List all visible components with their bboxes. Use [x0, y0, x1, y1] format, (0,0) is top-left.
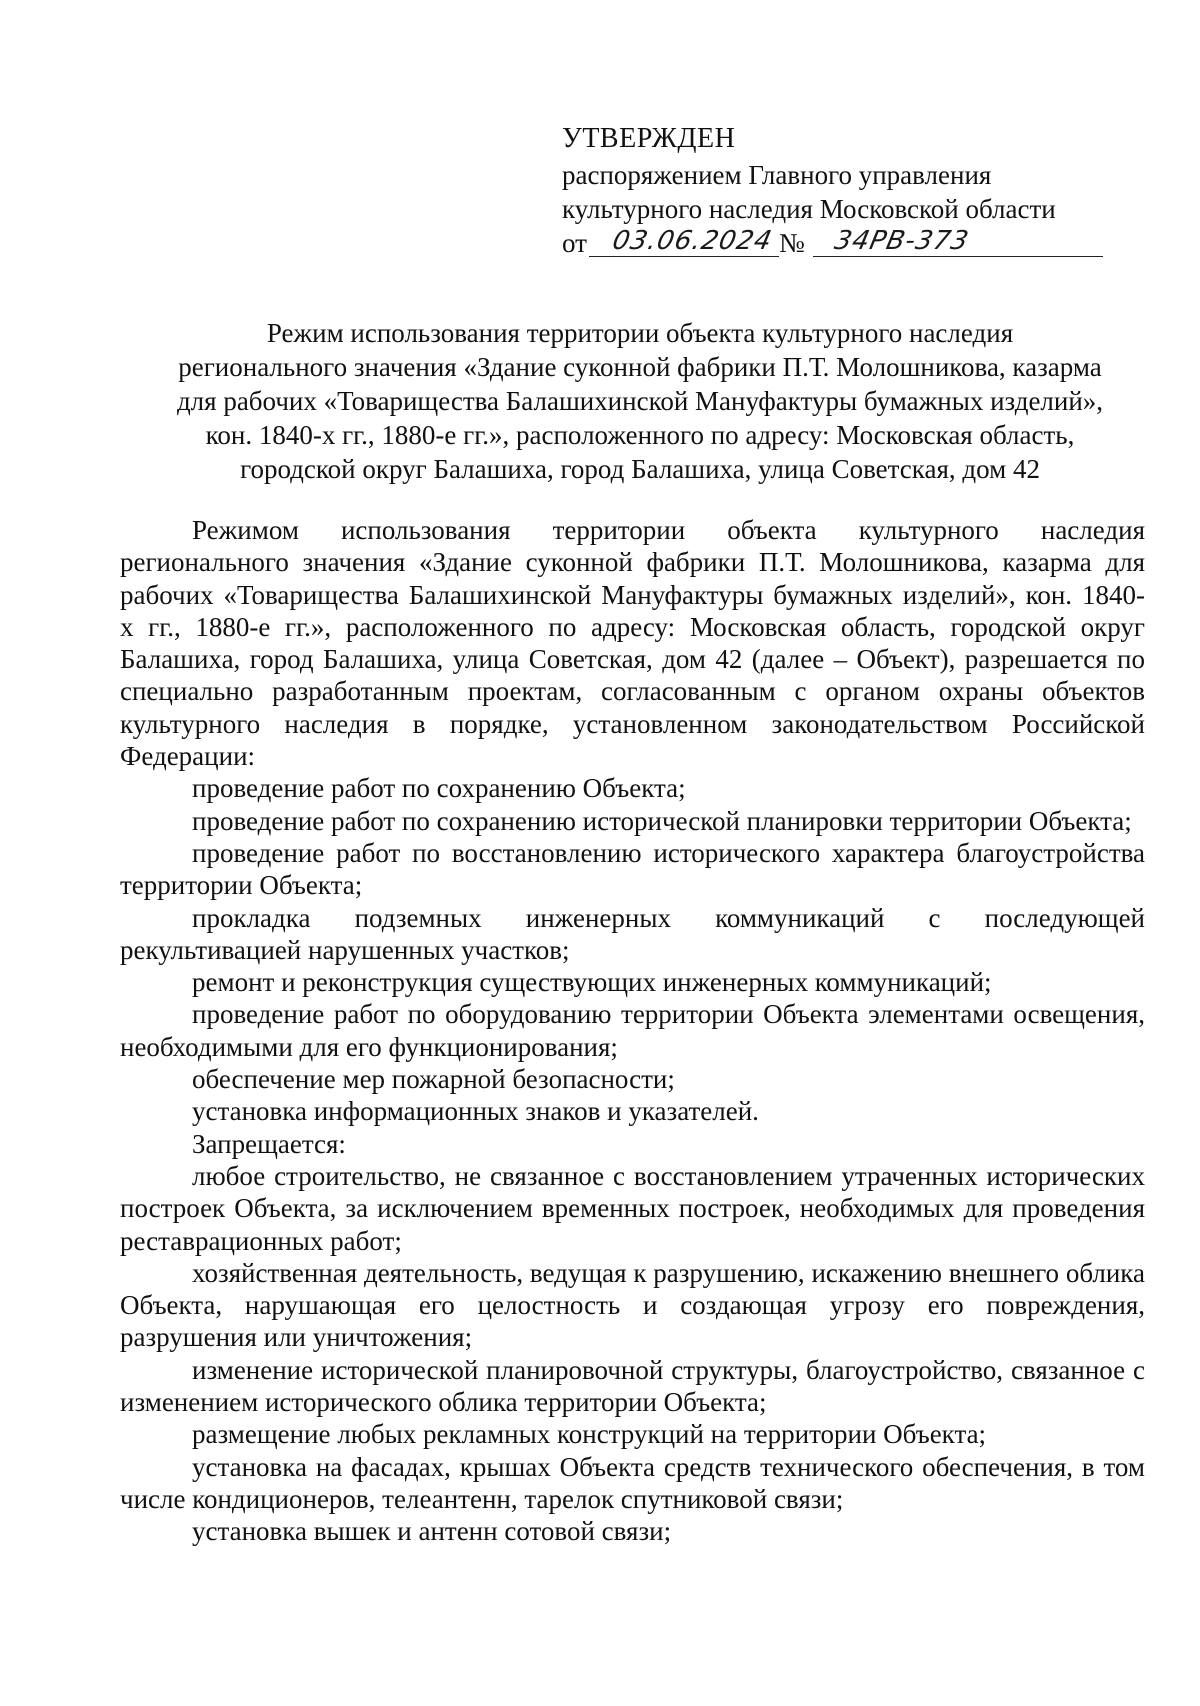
approval-block — [562, 122, 1103, 260]
body-paragraph: проведение работ по сохранению Объекта; — [192, 773, 686, 804]
body-paragraph: обеспечение мер пожарной безопасности; — [192, 1064, 675, 1095]
title-line: для рабочих «Товарищества Балашихинской Мануфактуры бумажных изделий», — [176, 386, 1104, 416]
number-field — [813, 226, 1103, 257]
body-paragraph: Запрещается: — [192, 1128, 346, 1159]
approval-line-1: распоряжением Главного управления — [562, 160, 992, 190]
body-paragraph: проведение работ по восстановлению исторического характера благоустройства территории Объекта; — [120, 837, 1145, 901]
body-paragraph: любое строительство, не связанное с восстановлением утраченных исторических построек Объекта, за исключением временных построек, необходимых для проведения реставрационных работ; — [120, 1160, 1145, 1256]
body-paragraph: установка вышек и антенн сотовой связи; — [192, 1516, 672, 1547]
approval-date-line — [562, 226, 1103, 260]
approval-line-2: культурного наследия Московской области — [562, 194, 1056, 224]
body-paragraph: размещение любых рекламных конструкций на территории Объекта; — [192, 1419, 987, 1450]
body-paragraph: хозяйственная деятельность, ведущая к разрушению, искажению внешнего облика Объекта, нарушающая его целостность и создающая угрозу его повреждения, разрушения или уничтожения; — [120, 1257, 1145, 1353]
approval-heading: УТВЕРЖДЕН — [562, 123, 736, 154]
number-prefix: № — [778, 228, 805, 258]
document-title — [120, 316, 1160, 486]
body-paragraph: проведение работ по оборудованию территории Объекта элементами освещения, необходимыми для его функционирования; — [120, 999, 1145, 1062]
body-paragraph: прокладка подземных инженерных коммуникаций с последующей рекультивацией нарушенных участков; — [120, 902, 1145, 965]
title-line: городской округ Балашиха, город Балашиха, улица Советская, дом 42 — [240, 454, 1040, 484]
body-paragraph: изменение исторической планировочной структуры, благоустройство, связанное с изменением исторического облика территории Объекта; — [120, 1354, 1145, 1418]
title-line: регионального значения «Здание суконной фабрики П.Т. Молошникова, казарма — [178, 352, 1102, 382]
date-field — [589, 226, 779, 257]
body-paragraph: ремонт и реконструкция существующих инженерных коммуникаций; — [192, 967, 992, 998]
body-paragraph: проведение работ по сохранению исторической планировки территории Объекта; — [192, 805, 1132, 836]
title-line: кон. 1840-х гг., 1880-е гг.», расположенного по адресу: Московская область, — [205, 420, 1075, 450]
body-paragraph: установка информационных знаков и указателей. — [192, 1096, 759, 1127]
handwritten-date: 03.06.2024 — [609, 226, 776, 256]
date-prefix: от — [562, 228, 587, 258]
body-paragraph: Режимом использования территории объекта культурного наследия регионального значения «Здание суконной фабрики П.Т. Молошникова, казарма для рабочих «Товарищества Балашихинской Мануфактуры бумажных изделий», кон. 1840-х гг., 1880-е гг.», расположенного по адресу: Московская область, городской округ Балашиха, город Балашиха, улица Советская, дом 42 (далее – Объект), разрешается по специально разработанным проектам, согласованным с органом охраны объектов культурного наследия в порядке, установленном законодательством Российской Федерации: — [120, 515, 1145, 772]
body-paragraph: установка на фасадах, крышах Объекта средств технического обеспечения, в том числе кондиционеров, телеантенн, тарелок спутниковой связи; — [120, 1451, 1145, 1514]
handwritten-number: 34РВ-373 — [831, 226, 972, 256]
document-body — [120, 514, 1145, 1548]
title-line: Режим использования территории объекта культурного наследия — [266, 318, 1014, 348]
